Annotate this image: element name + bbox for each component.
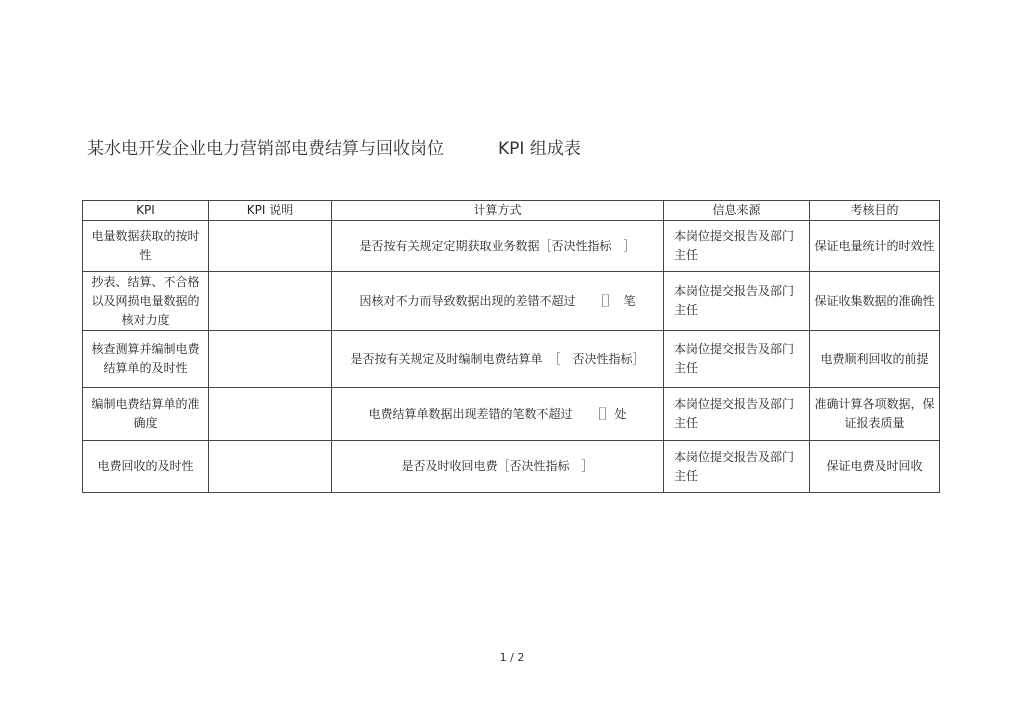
table-header-row bbox=[83, 201, 940, 221]
purpose-cell: 保证收集数据的准确性 bbox=[810, 272, 940, 331]
description-cell bbox=[209, 331, 332, 388]
method-cell: 是否按有关规定定期获取业务数据［否决性指标 ］ bbox=[332, 221, 664, 272]
kpi-cell: 编制电费结算单的准确度 bbox=[83, 388, 209, 441]
purpose-cell: 保证电费及时回收 bbox=[810, 441, 940, 493]
table-row bbox=[83, 272, 940, 331]
description-cell bbox=[209, 221, 332, 272]
source-cell: 本岗位提交报告及部门主任 bbox=[664, 272, 810, 331]
method-cell: 电费结算单数据出现差错的笔数不超过 ［］处 bbox=[332, 388, 664, 441]
header-information-source: 信息来源 bbox=[664, 201, 810, 221]
kpi-cell: 电量数据获取的按时性 bbox=[83, 221, 209, 272]
table-row bbox=[83, 388, 940, 441]
method-cell: 是否及时收回电费［否决性指标 ］ bbox=[332, 441, 664, 493]
description-cell bbox=[209, 272, 332, 331]
header-kpi: KPI bbox=[83, 201, 209, 221]
description-cell bbox=[209, 441, 332, 493]
kpi-table bbox=[82, 200, 940, 493]
method-cell: 因核对不力而导致数据出现的差错不超过 ［］ 笔 bbox=[332, 272, 664, 331]
page-title: 某水电开发企业电力营销部电费结算与回收岗位 KPI 组成表 bbox=[87, 139, 581, 159]
kpi-cell: 电费回收的及时性 bbox=[83, 441, 209, 493]
table-row bbox=[83, 331, 940, 388]
kpi-cell: 核查测算并编制电费结算单的及时性 bbox=[83, 331, 209, 388]
description-cell bbox=[209, 388, 332, 441]
source-cell: 本岗位提交报告及部门主任 bbox=[664, 221, 810, 272]
purpose-cell: 电费顺利回收的前提 bbox=[810, 331, 940, 388]
source-cell: 本岗位提交报告及部门主任 bbox=[664, 388, 810, 441]
header-calculation-method: 计算方式 bbox=[332, 201, 664, 221]
table-row bbox=[83, 441, 940, 493]
purpose-cell: 准确计算各项数据，保证报表质量 bbox=[810, 388, 940, 441]
source-cell: 本岗位提交报告及部门主任 bbox=[664, 441, 810, 493]
kpi-cell: 抄表、结算、不合格以及网损电量数据的核对力度 bbox=[83, 272, 209, 331]
header-kpi-description: KPI 说明 bbox=[209, 201, 332, 221]
source-cell: 本岗位提交报告及部门主任 bbox=[664, 331, 810, 388]
header-assessment-purpose: 考核目的 bbox=[810, 201, 940, 221]
method-cell: 是否按有关规定及时编制电费结算单 ［ 否决性指标］ bbox=[332, 331, 664, 388]
table-row bbox=[83, 221, 940, 272]
purpose-cell: 保证电量统计的时效性 bbox=[810, 221, 940, 272]
page-number: 1 / 2 bbox=[499, 651, 525, 664]
